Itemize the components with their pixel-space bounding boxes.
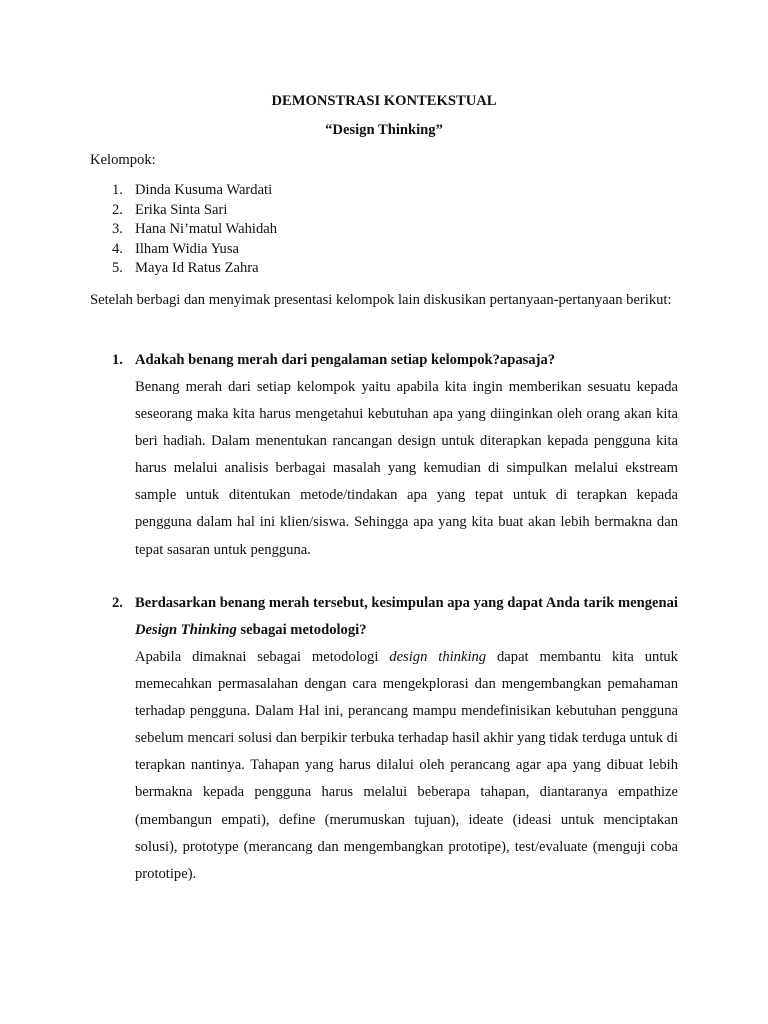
- question-text: Adakah benang merah dari pengalaman setiap kelompok?apasaja?: [135, 352, 556, 368]
- member-item: 2. Erika Sinta Sari: [112, 201, 228, 218]
- member-item: 5. Maya Id Ratus Zahra: [112, 260, 259, 276]
- member-list: [112, 181, 277, 279]
- group-label: Kelompok:: [90, 152, 156, 168]
- member-name: Maya Id Ratus Zahra: [135, 260, 259, 276]
- member-item: 1. Dinda Kusuma Wardati: [112, 182, 273, 198]
- member-name: Hana Ni’matul Wahidah: [135, 221, 278, 237]
- question-text: Berdasarkan benang merah tersebut, kesimpulan apa yang dapat Anda tarik mengenai Design Thinking sebagai metodologi?: [135, 595, 678, 638]
- answer-text: Apabila dimaknai sebagai metodologi design thinking dapat membantu kita untuk memecahkan permasalahan dengan cara mengekplorasi dan mengembangkan pemahaman terhadap pengguna. Dalam Hal ini, perancang mampu mendefinisikan kebutuhan pengguna sebelum mencari solusi dan berpikir terbuka terhadap hasil akhir yang tidak terduga untuk di terapkan nantinya. Tahapan yang harus dilalui oleh perancang agar apa yang dibuat lebih bermakna kepada pengguna harus melalui beberapa tahapan, diantaranya empathize (membangun empati), define (merumuskan tujuan), ideate (ideasi untuk menciptakan solusi), prototype (merancang dan mengembangkan prototipe), test/evaluate (menguji coba prototipe).: [135, 649, 678, 882]
- member-name: Dinda Kusuma Wardati: [135, 182, 273, 198]
- member-name: Ilham Widia Yusa: [135, 240, 239, 257]
- document-title: DEMONSTRASI KONTEKSTUAL: [271, 93, 497, 109]
- member-item: 4. Ilham Widia Yusa: [112, 240, 239, 257]
- intro-paragraph: Setelah berbagi dan menyimak presentasi kelompok lain diskusikan pertanyaan-pertanyaan berikut:: [90, 292, 672, 308]
- question-number: 1.: [112, 352, 123, 368]
- member-item: 3. Hana Ni’matul Wahidah: [112, 221, 278, 237]
- emphasis: design thinking: [389, 649, 487, 665]
- member-name: Erika Sinta Sari: [135, 201, 228, 218]
- answer-text: Benang merah dari setiap kelompok yaitu apabila kita ingin memberikan sesuatu kepada seseorang maka kita harus mengetahui kebutuhan apa yang diinginkan oleh orang akan kita beri hadiah. Dalam menentukan rancangan design untuk diterapkan kepada pengguna kita harus melalui analisis berbagai masalah yang kemudian di simpulkan melalui ekstream sample untuk ditentukan metode/tindakan apa yang tepat untuk di terapkan kepada pengguna dalam hal ini klien/siswa. Sehingga apa yang kita buat akan lebih bermakna dan tepat sasaran untuk pengguna.: [135, 379, 678, 558]
- emphasis: Design Thinking: [135, 622, 237, 638]
- question-block-1: [112, 347, 678, 564]
- question-number: 2.: [112, 595, 123, 611]
- question-block-2: [112, 590, 678, 888]
- document-subtitle: “Design Thinking”: [325, 122, 443, 138]
